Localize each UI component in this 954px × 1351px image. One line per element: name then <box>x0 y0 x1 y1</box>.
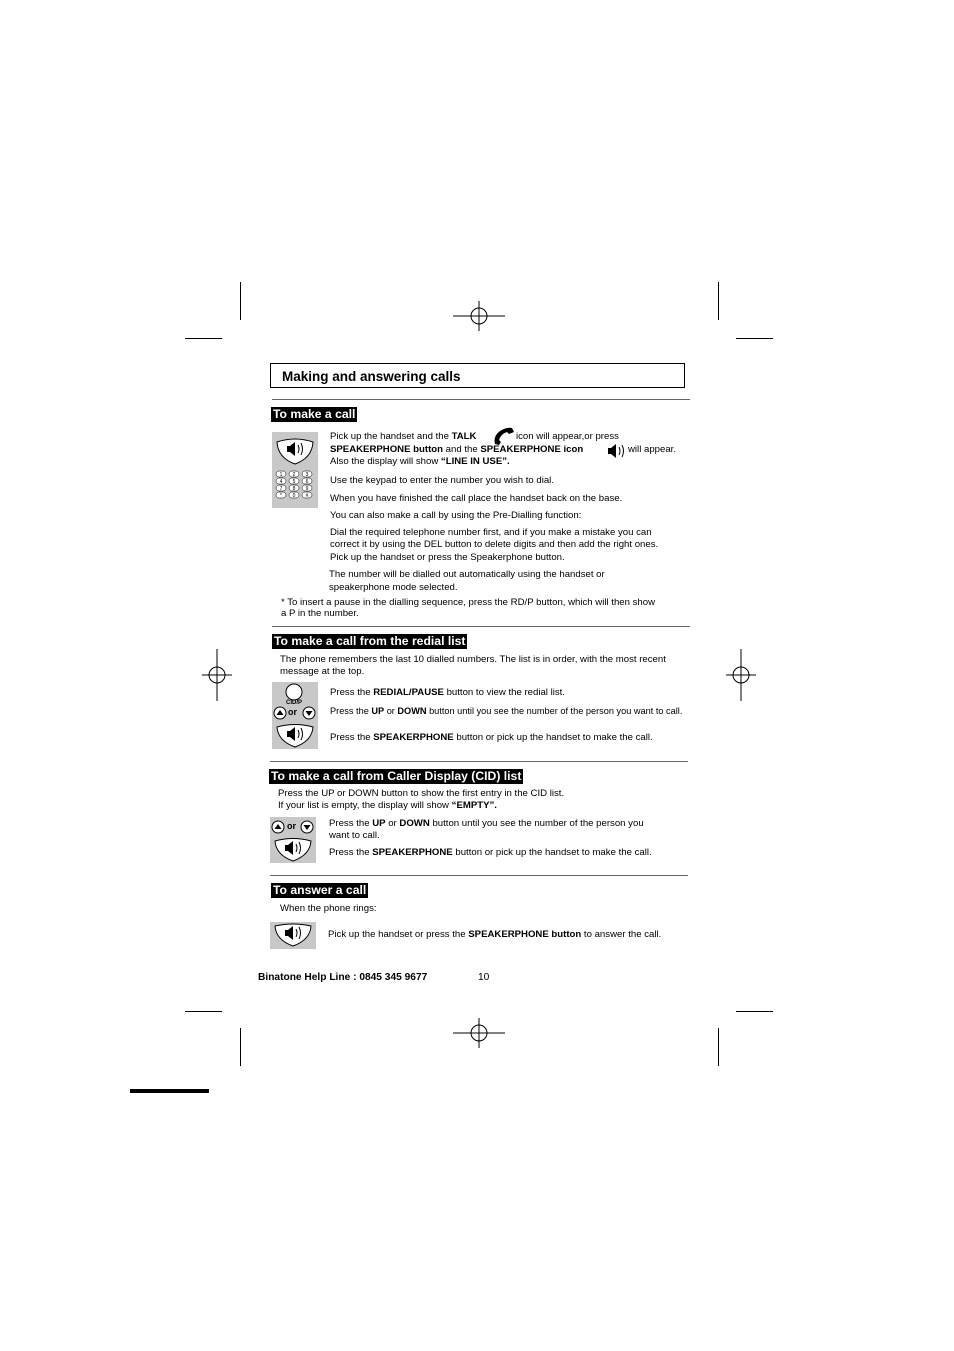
make-call-step5-line2: correct it by using the DEL button to delete digits and then add the right ones. <box>330 539 659 550</box>
keypad-key-label: 3 <box>305 472 309 478</box>
keypad-key-label: 0 <box>292 493 296 499</box>
cid-p-label: CID/P <box>286 700 303 706</box>
down-button-icon <box>300 820 314 834</box>
make-call-step4: You can also make a call by using the Pre-Dialling function: <box>330 510 582 521</box>
divider <box>272 399 690 400</box>
text-fragment: button or pick up the handset to make the call. <box>452 847 652 858</box>
or-label: or <box>288 707 297 717</box>
make-call-step6-line2: speakerphone mode selected. <box>329 582 458 593</box>
make-call-step1-line3 <box>330 456 510 469</box>
text-fragment: and the <box>443 444 481 455</box>
make-call-step2: Use the keypad to enter the number you wish to dial. <box>330 475 554 486</box>
answer-step1 <box>328 929 661 942</box>
text-fragment: button until you see the number of the person you <box>429 818 644 829</box>
text-fragment: Press the <box>330 732 374 743</box>
text-fragment: Press the <box>329 847 373 858</box>
crop-mark <box>736 1011 773 1012</box>
crop-mark <box>240 1028 241 1066</box>
keypad-key-label: 9 <box>305 486 309 492</box>
crop-mark <box>718 1028 719 1066</box>
down-label: DOWN <box>397 706 427 716</box>
keypad-key-label: 8 <box>292 486 296 492</box>
section-heading-make-call: To make a call <box>273 407 356 421</box>
speakerphone-button-icon <box>270 922 316 949</box>
registration-mark-icon <box>715 649 767 701</box>
page-title: Making and answering calls <box>282 369 461 384</box>
section-heading-redial: To make a call from the redial list <box>274 634 466 648</box>
crop-mark <box>718 282 719 320</box>
speakerphone-button-icon <box>272 434 318 468</box>
text-fragment: Press the <box>330 706 372 716</box>
empty-label: “EMPTY”. <box>451 800 497 811</box>
make-call-step1-line1b: icon will appear,or press <box>516 431 619 442</box>
speakerphone-label: SPEAKERPHONE <box>373 732 454 743</box>
speakerphone-button-icon <box>270 836 316 864</box>
up-label: UP <box>371 706 385 716</box>
keypad-key-label: 6 <box>305 479 309 485</box>
keypad-icon <box>275 470 315 500</box>
speakerphone-label: SPEAKERPHONE <box>372 847 453 858</box>
down-button-icon <box>302 706 316 720</box>
text-fragment: Press the <box>329 818 373 829</box>
redial-intro-line2: message at the top. <box>280 666 365 677</box>
text-fragment: or <box>384 706 398 716</box>
keypad-key-label: * <box>280 493 282 499</box>
redial-intro-line1: The phone remembers the last 10 dialled numbers. The list is in order, with the most recent <box>280 654 666 665</box>
divider <box>270 875 688 876</box>
up-label: UP <box>372 818 386 829</box>
keypad-key-label: 2 <box>292 472 296 478</box>
make-call-step1-line2 <box>330 444 583 457</box>
speakerphone-button-label: SPEAKERPHONE button <box>468 929 582 940</box>
helpline-footer: Binatone Help Line : 0845 345 9677 <box>258 972 428 983</box>
icon-panel <box>270 922 316 949</box>
cid-step1-line1 <box>329 818 644 831</box>
keypad-key-label: 4 <box>279 479 283 485</box>
make-call-step5-line1: Dial the required telephone number first, and if you make a mistake you can <box>330 527 652 538</box>
cid-intro-line2 <box>278 800 497 813</box>
text-fragment: button to view the redial list. <box>443 687 565 698</box>
make-call-step1-line2b: will appear. <box>628 444 676 455</box>
text-fragment: to answer the call. <box>581 929 662 940</box>
text-fragment: button until you see the number of the person you want to call. <box>426 706 683 716</box>
page-title-box <box>270 363 685 388</box>
text-fragment: Pick up the handset and the <box>330 431 452 442</box>
cid-intro-line1: Press the UP or DOWN button to show the first entry in the CID list. <box>278 788 565 799</box>
divider <box>272 626 690 627</box>
make-call-step5-line3: Pick up the handset or press the Speakerphone button. <box>330 552 565 563</box>
line-in-use-label: “LINE IN USE”. <box>440 456 510 467</box>
section-heading-answer: To answer a call <box>273 883 367 897</box>
talk-handset-icon <box>492 426 516 446</box>
text-fragment: or <box>385 818 400 829</box>
redial-step1 <box>330 687 565 700</box>
registration-mark-icon <box>453 1007 505 1059</box>
make-call-step6-line1: The number will be dialled out automatically using the handset or <box>329 569 605 580</box>
make-call-step3: When you have finished the call place the handset back on the base. <box>330 493 623 504</box>
speakerphone-button-icon <box>272 722 318 750</box>
up-button-icon <box>271 820 285 834</box>
crop-mark <box>736 338 773 339</box>
make-call-step1-line1 <box>330 431 476 444</box>
section-heading-cid: To make a call from Caller Display (CID) list <box>271 769 522 783</box>
cid-step1-line2: want to call. <box>329 830 380 841</box>
text-fragment: Also the display will show <box>330 456 441 467</box>
text-fragment: Press the <box>330 687 374 698</box>
cid-step2 <box>329 847 652 860</box>
text-fragment: Pick up the handset or press the <box>328 929 469 940</box>
talk-label: TALK <box>451 431 477 442</box>
icon-panel <box>272 682 318 749</box>
speakerphone-icon-label: SPEAKERPHONE icon <box>480 444 584 455</box>
icon-panel <box>272 432 318 508</box>
page-number: 10 <box>478 972 490 983</box>
text-fragment: button or pick up the handset to make the call. <box>453 732 653 743</box>
crop-mark <box>240 282 241 320</box>
black-bar <box>130 1089 209 1093</box>
down-label: DOWN <box>399 818 430 829</box>
speakerphone-button-label: SPEAKERPHONE button <box>330 444 443 455</box>
icon-panel <box>270 817 316 863</box>
redial-pause-label: REDIAL/PAUSE <box>373 687 444 698</box>
keypad-key-label: 5 <box>292 479 296 485</box>
crop-mark <box>185 338 222 339</box>
or-label: or <box>287 821 296 831</box>
redial-step3 <box>330 732 653 745</box>
text-fragment: If your list is empty, the display will show <box>278 800 452 811</box>
answer-intro: When the phone rings: <box>280 903 377 914</box>
registration-mark-icon <box>191 649 243 701</box>
keypad-key-label: # <box>305 493 309 499</box>
registration-mark-icon <box>453 290 505 342</box>
keypad-key-label: 7 <box>279 486 283 492</box>
divider <box>270 761 688 762</box>
up-button-icon <box>273 706 287 720</box>
make-call-note-line2: a P in the number. <box>281 608 359 619</box>
keypad-key-label: 1 <box>279 472 283 478</box>
redial-step2 <box>330 705 682 718</box>
crop-mark <box>185 1011 222 1012</box>
make-call-note-line1: * To insert a pause in the dialling sequence, press the RD/P button, which will then show <box>281 597 656 608</box>
speakerphone-icon <box>606 444 628 458</box>
